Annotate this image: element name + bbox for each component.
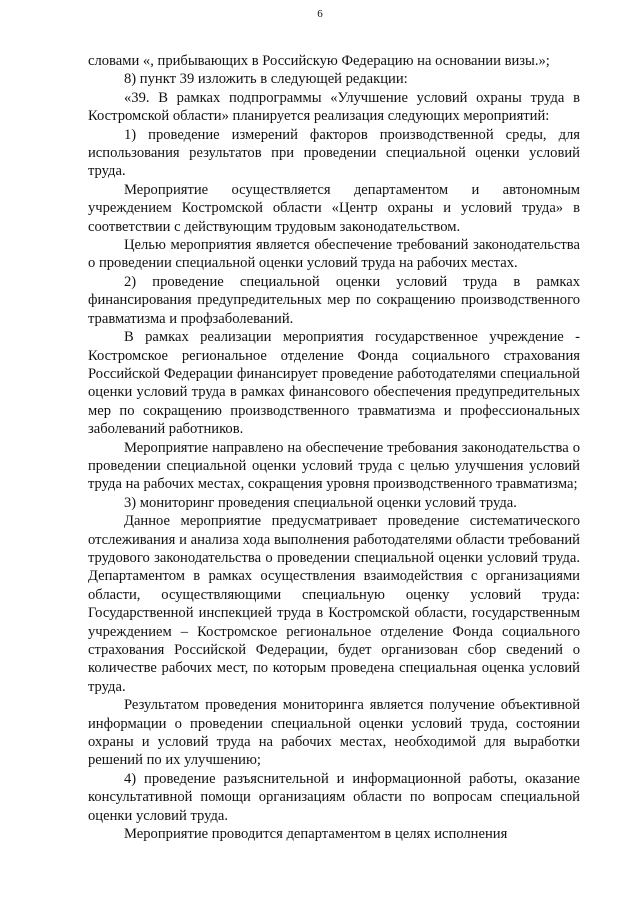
paragraph: В рамках реализации мероприятия государственное учреждение - Костромское региональное отделение Фонда социального страхования Российской Федерации финансирует проведение работодателями специальной оценки условий труда в рамках финансового обеспечения предупредительных мер по сокращению производственного травматизма и профессиональных заболеваний работников. <box>88 329 580 438</box>
paragraph: 4) проведение разъяснительной и информационной работы, оказание консультативной помощи организациям области по вопросам специальной оценки условий труда. <box>88 770 580 824</box>
paragraph: 8) пункт 39 изложить в следующей редакции: <box>124 71 408 88</box>
page-number: 6 <box>317 8 323 20</box>
paragraph: 1) проведение измерений факторов производственной среды, для использования результатов при проведении специальной оценки условий труда. <box>88 126 580 180</box>
paragraph: Мероприятие проводится департаментом в целях исполнения <box>124 826 508 843</box>
paragraph: Мероприятие осуществляется департаментом и автономным учреждением Костромской области «Центр охраны и условий труда» в соответствии с действующим трудовым законодательством. <box>88 181 580 235</box>
paragraph: 2) проведение специальной оценки условий труда в рамках финансирования предупредительных мер по сокращению производственного травматизма и профзаболеваний. <box>88 273 580 327</box>
paragraph: Данное мероприятие предусматривает проведение систематического отслеживания и анализа хода выполнения работодателями области требований трудового законодательства о проведении специальной оценки условий труда. Департаментом в рамках осуществления взаимодействия с организациями области, осуществляющими специальную оценку условий труда: Государственной инспекцией труда в Костромской области, государственным учреждением – Костромское региональное отделение Фонда социального страхования Российской Федерации, будет организован сбор сведений о количестве рабочих мест, по которым проведена специальная оценка условий труда. <box>88 513 580 695</box>
paragraph: словами «, прибывающих в Российскую Федерацию на основании визы.»; <box>88 53 550 69</box>
document-body <box>88 52 580 843</box>
paragraph: 3) мониторинг проведения специальной оценки условий труда. <box>124 494 517 511</box>
paragraph: Мероприятие направлено на обеспечение требования законодательства о проведении специальной оценки условий труда с целью улучшения условий труда на рабочих местах, сокращения уровня производственного травматизма; <box>88 439 580 493</box>
paragraph: «39. В рамках подпрограммы «Улучшение условий охраны труда в Костромской области» планируется реализация следующих мероприятий: <box>88 89 580 125</box>
paragraph: Результатом проведения мониторинга является получение объективной информации о проведении специальной оценки условий труда, состоянии охраны и условий труда на рабочих местах, необходимой для выработки решений по их улучшению; <box>88 697 580 769</box>
paragraph: Целью мероприятия является обеспечение требований законодательства о проведении специальной оценки условий труда на рабочих местах. <box>88 237 580 272</box>
